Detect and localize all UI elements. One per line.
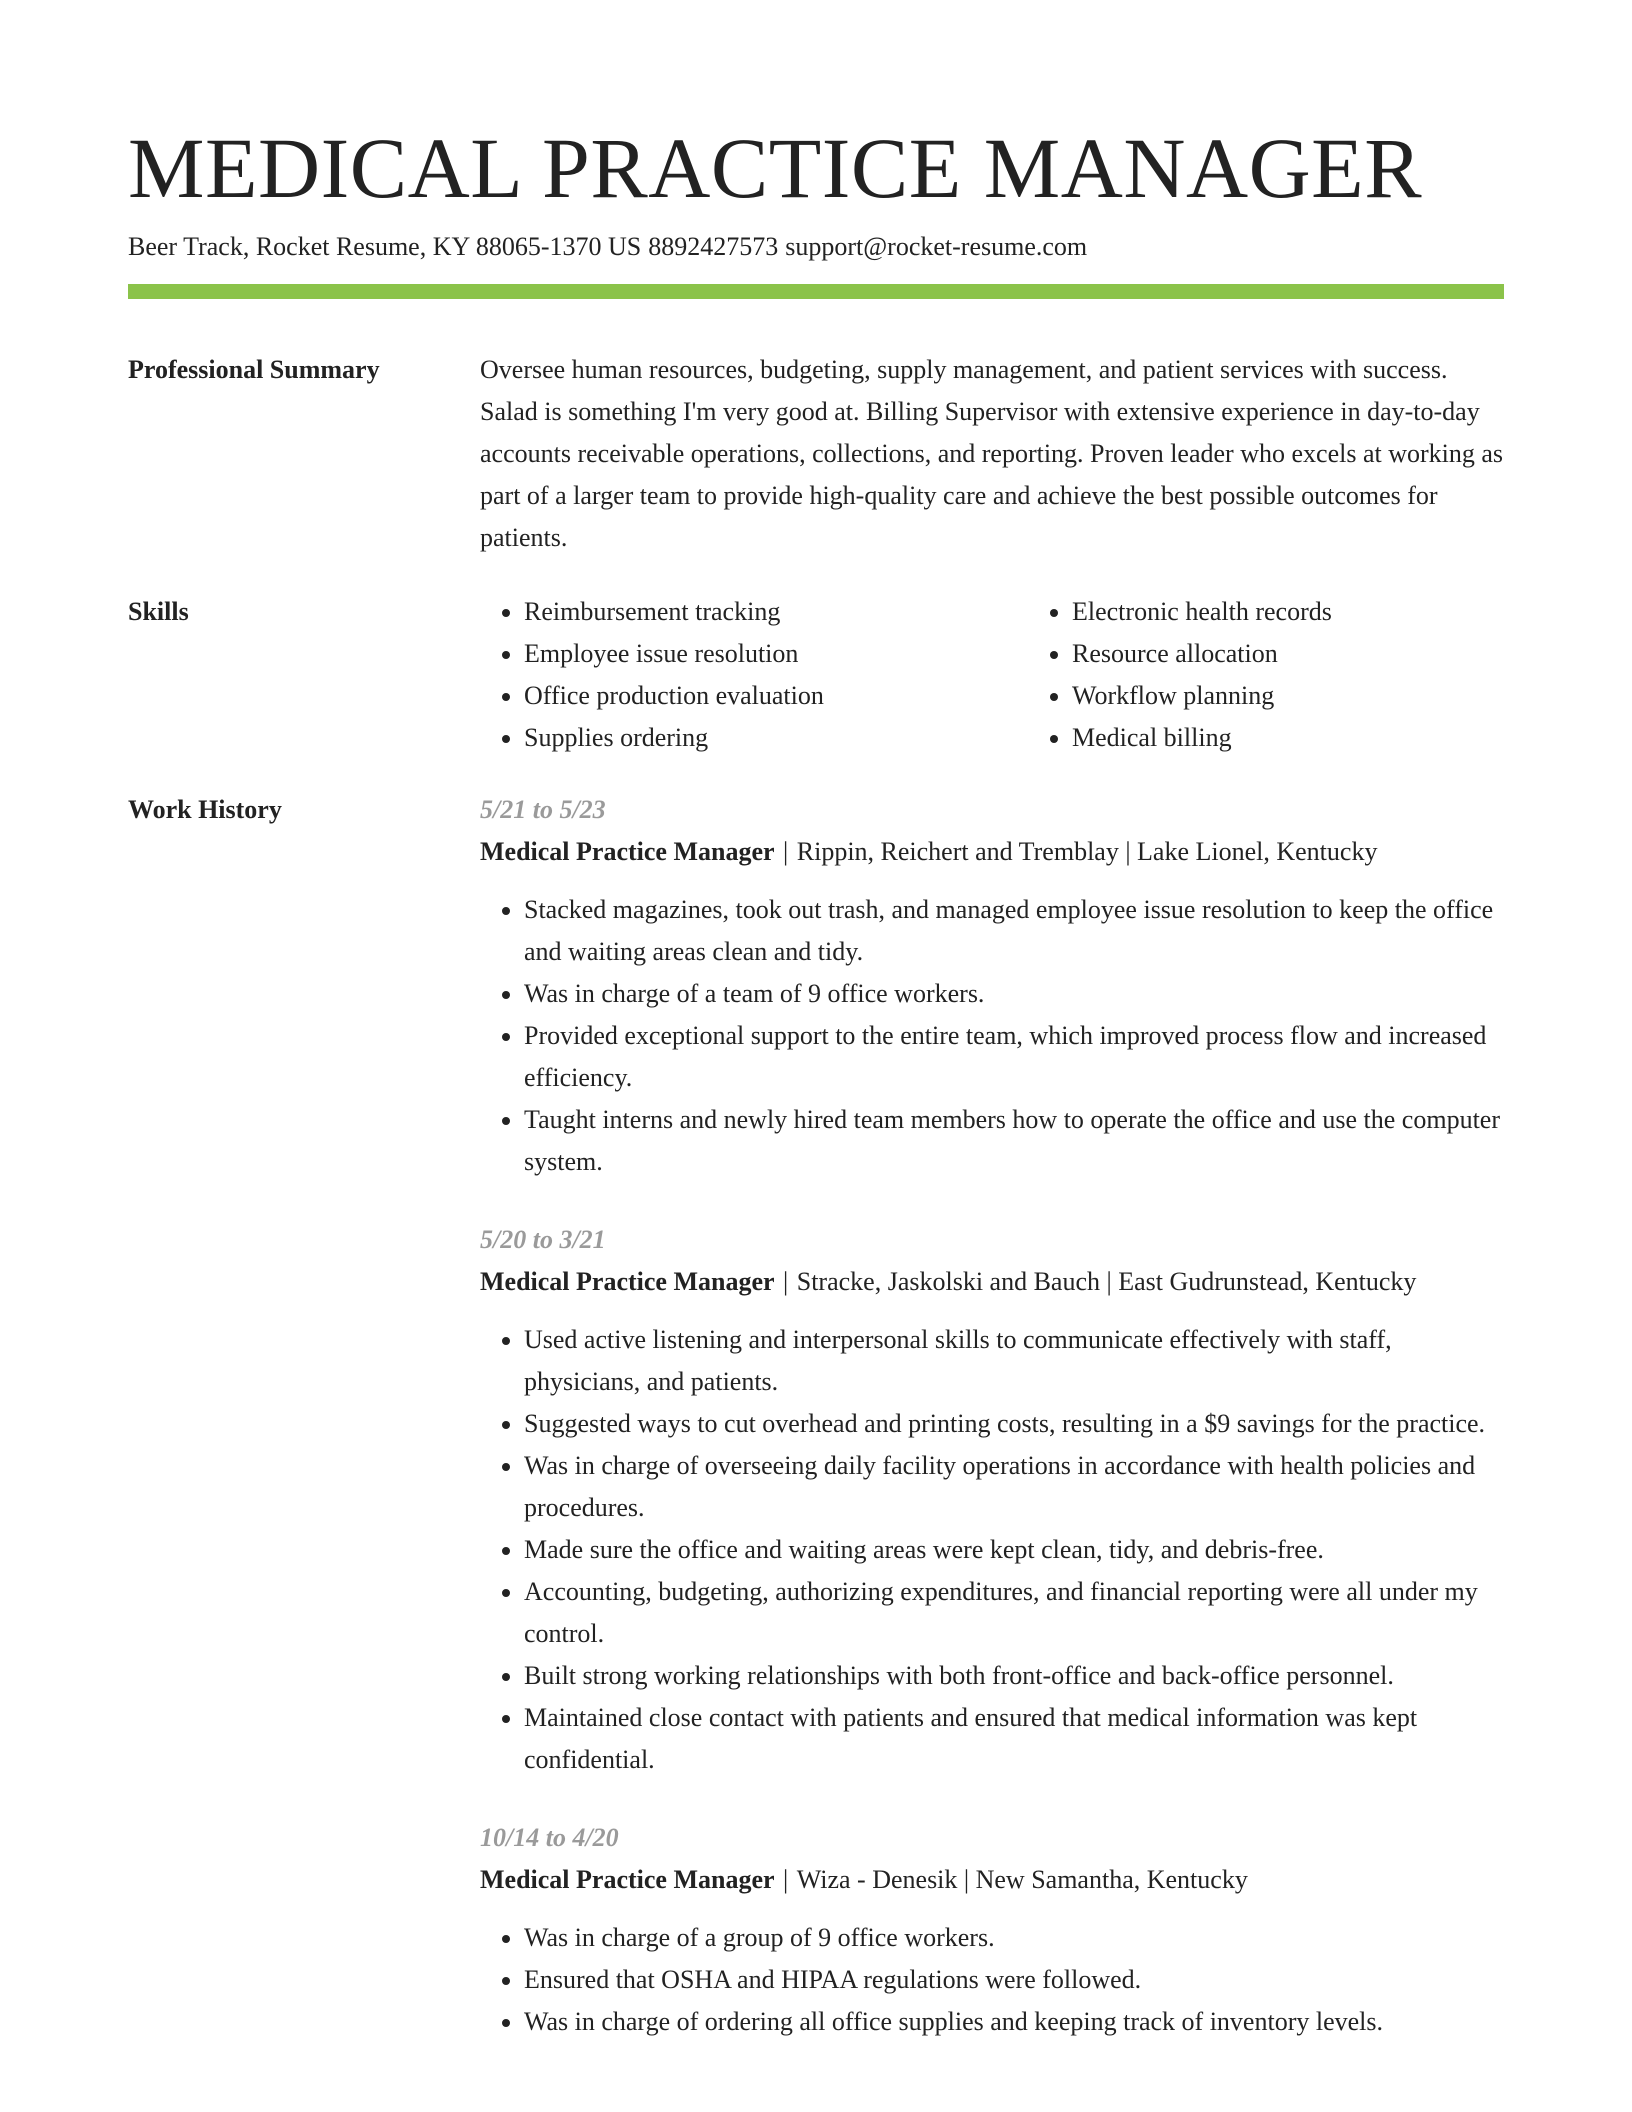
skill-item: • Workflow planning (1072, 675, 1576, 717)
job-dates: 10/14 to 4/20 (480, 1823, 619, 1852)
job-details: Wiza - Denesik | New Samantha, Kentucky (796, 1865, 1248, 1894)
skills-column-2 (1028, 591, 1576, 759)
job-entry (480, 1219, 1504, 1781)
job-details: Stracke, Jaskolski and Bauch | East Gudrunstead, Kentucky (796, 1267, 1417, 1296)
skill-item: • Reimbursement tracking (524, 591, 1028, 633)
job-title: Medical Practice Manager (480, 1267, 775, 1296)
accent-divider (128, 284, 1504, 299)
job-heading: Medical Practice Manager | Wiza - Denesik | New Samantha, Kentucky (480, 1865, 1248, 1894)
job-bullet: • Made sure the office and waiting areas were kept clean, tidy, and debris-free. (524, 1529, 1504, 1571)
work-history-list (480, 789, 1504, 2079)
job-bullet: • Was in charge of overseeing daily facility operations in accordance with health policies and procedures. (524, 1445, 1504, 1529)
contact-line (128, 230, 1504, 264)
skills-section (128, 591, 1504, 759)
summary-text: Oversee human resources, budgeting, supply management, and patient services with success. Salad is something I'm very good at. Billing Supervisor with extensive experience in day-to-day accounts receivable operations, collections, and reporting. Proven leader who excels at working as part of a larger team to provide high-quality care and achieve the best possible outcomes for patients. (480, 355, 1504, 552)
job-bullet: • Provided exceptional support to the entire team, which improved process flow and increased efficiency. (524, 1015, 1504, 1099)
skill-item: • Medical billing (1072, 717, 1576, 759)
job-bullet: • Was in charge of a team of 9 office workers. (524, 973, 1504, 1015)
skill-item: • Resource allocation (1072, 633, 1576, 675)
job-heading: Medical Practice Manager | Rippin, Reichert and Tremblay | Lake Lionel, Kentucky (480, 837, 1378, 866)
job-bullet: • Maintained close contact with patients and ensured that medical information was kept confidential. (524, 1697, 1504, 1781)
skills-grid (480, 591, 1576, 759)
job-dates: 5/21 to 5/23 (480, 795, 606, 824)
resume-page (128, 0, 1504, 2079)
job-bullets (480, 1917, 1504, 2043)
contact-phone: 8892427573 (648, 232, 779, 261)
job-title: Medical Practice Manager (480, 837, 775, 866)
work-history-heading: Work History (128, 795, 282, 824)
job-bullet: • Suggested ways to cut overhead and printing costs, resulting in a $9 savings for the practice. (524, 1403, 1504, 1445)
skills-heading: Skills (128, 597, 189, 626)
job-entry (480, 1817, 1504, 2043)
job-details: Rippin, Reichert and Tremblay | Lake Lionel, Kentucky (796, 837, 1378, 866)
skill-item: • Electronic health records (1072, 591, 1576, 633)
contact-address: Beer Track, Rocket Resume, KY 88065-1370 US (128, 232, 642, 261)
job-title: Medical Practice Manager (480, 1865, 775, 1894)
skills-column-1 (480, 591, 1028, 759)
job-bullet: • Was in charge of a group of 9 office workers. (524, 1917, 1504, 1959)
skill-item: • Employee issue resolution (524, 633, 1028, 675)
job-bullet: • Stacked magazines, took out trash, and managed employee issue resolution to keep the office and waiting areas clean and tidy. (524, 889, 1504, 973)
job-entry (480, 789, 1504, 1183)
job-bullet: • Used active listening and interpersonal skills to communicate effectively with staff, physicians, and patients. (524, 1319, 1504, 1403)
job-bullet: • Accounting, budgeting, authorizing expenditures, and financial reporting were all under my control. (524, 1571, 1504, 1655)
job-bullet: • Taught interns and newly hired team members how to operate the office and use the computer system. (524, 1099, 1504, 1183)
work-history-section (128, 789, 1504, 2079)
summary-heading: Professional Summary (128, 355, 380, 384)
resume-name: MEDICAL PRACTICE MANAGER (128, 120, 1423, 216)
job-bullets (480, 1319, 1504, 1781)
job-heading: Medical Practice Manager | Stracke, Jaskolski and Bauch | East Gudrunstead, Kentucky (480, 1267, 1417, 1296)
job-bullet: • Was in charge of ordering all office supplies and keeping track of inventory levels. (524, 2001, 1504, 2043)
job-bullet: • Built strong working relationships with both front-office and back-office personnel. (524, 1655, 1504, 1697)
job-dates: 5/20 to 3/21 (480, 1225, 606, 1254)
job-bullet: • Ensured that OSHA and HIPAA regulations were followed. (524, 1959, 1504, 2001)
skill-item: • Supplies ordering (524, 717, 1028, 759)
contact-email: support@rocket-resume.com (785, 232, 1088, 261)
job-bullets (480, 889, 1504, 1183)
summary-section (128, 349, 1504, 559)
skill-item: • Office production evaluation (524, 675, 1028, 717)
